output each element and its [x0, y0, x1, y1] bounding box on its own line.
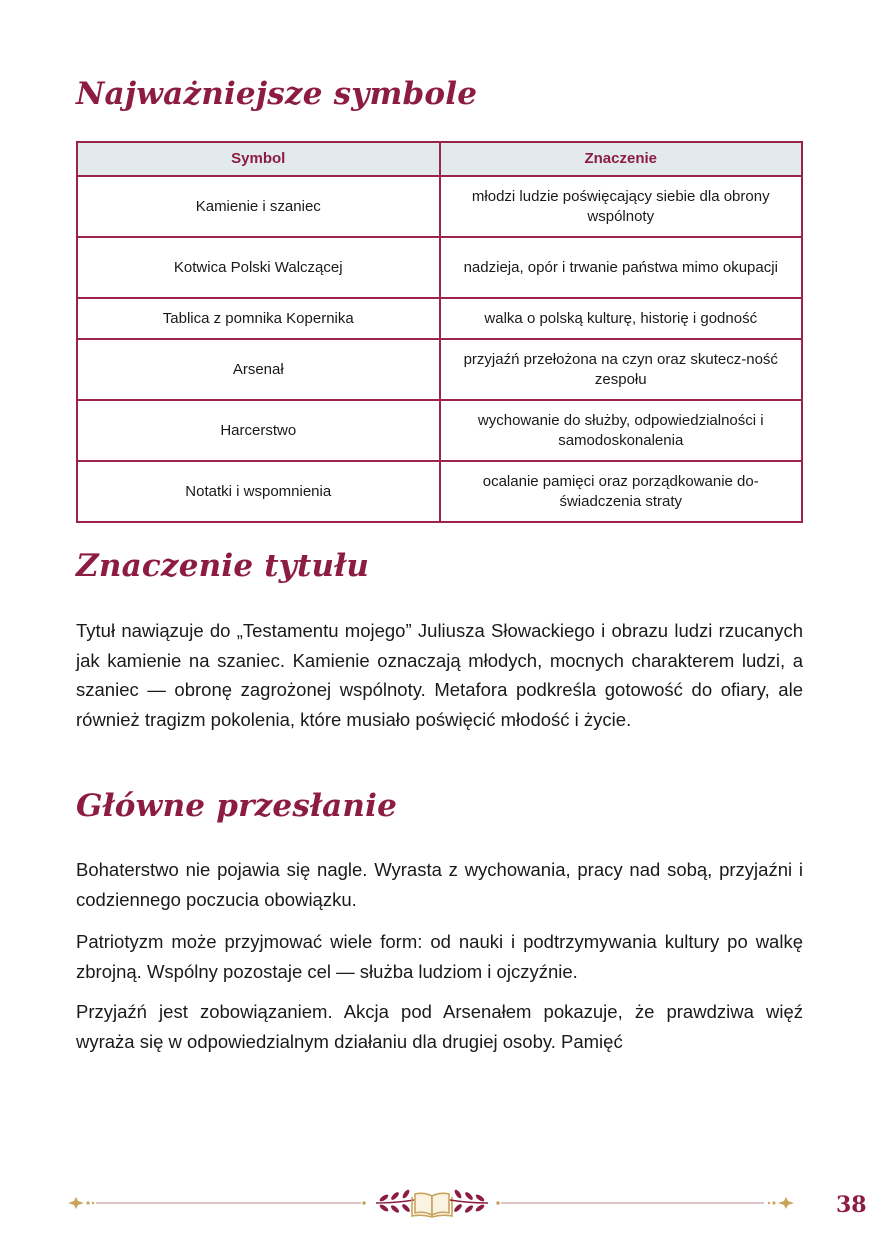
table-row — [77, 298, 802, 339]
meaning-cell: walka o polską kulturę, historię i godność — [440, 298, 803, 339]
paragraph-title-meaning: Tytuł nawiązuje do „Testamentu mojego” Juliusza Słowackiego i obrazu ludzi rzucanych jak kamienie na szaniec. Kamienie oznaczają młodych, mocnych charakterem ludzi, a szaniec — obronę zagrożonej wspólnoty. Metafora podkreśla gotowość do ofiary, ale również tragizm pokolenia, które musiało poświęcić młodość i życie. — [76, 620, 803, 730]
symbols-table — [76, 141, 803, 523]
table-row — [77, 339, 802, 400]
open-book-icon — [412, 1193, 452, 1217]
paragraph-friendship: Przyjaźń jest zobowiązaniem. Akcja pod Arsenałem pokazuje, że prawdziwa więź wyraża się w odpowiedzialnym działaniu dla drugiej osoby. Pamięć — [76, 1001, 803, 1052]
meaning-cell: młodzi ludzie poświęcający siebie dla obrony wspólnoty — [440, 176, 803, 237]
footer-ornament — [66, 1186, 796, 1222]
table-header-row — [77, 142, 802, 176]
symbol-cell: Tablica z pomnika Kopernika — [77, 298, 440, 339]
meaning-cell: przyjaźń przełożona na czyn oraz skutecz-ność zespołu — [440, 339, 803, 400]
meaning-cell: nadzieja, opór i trwanie państwa mimo okupacji — [440, 237, 803, 298]
symbol-cell: Harcerstwo — [77, 400, 440, 461]
page-number: 38 — [836, 1192, 867, 1218]
paragraph-heroism: Bohaterstwo nie pojawia się nagle. Wyrasta z wychowania, pracy nad sobą, przyjaźni i codziennego poczucia obowiązku. — [76, 859, 803, 910]
table-row — [77, 461, 802, 522]
section-title-title-meaning: Znaczenie tytułu — [76, 548, 370, 584]
section-title-main-message: Główne przesłanie — [76, 788, 398, 824]
left-fleuron-icon — [68, 1197, 94, 1209]
table-row — [77, 400, 802, 461]
left-laurel-icon — [376, 1189, 414, 1214]
right-fleuron-icon — [768, 1197, 794, 1209]
section-title-symbols: Najważniejsze symbole — [76, 76, 478, 112]
symbol-cell: Arsenał — [77, 339, 440, 400]
table-row — [77, 176, 802, 237]
paragraph-patriotism: Patriotyzm może przyjmować wiele form: od nauki i podtrzymywania kultury po walkę zbrojną. Wspólny pozostaje cel — służba ludziom i ojczyźnie. — [76, 931, 803, 982]
symbol-cell: Kotwica Polski Walczącej — [77, 237, 440, 298]
ornament-divider-icon — [66, 1186, 796, 1222]
symbol-cell: Notatki i wspomnienia — [77, 461, 440, 522]
meaning-cell: wychowanie do służby, odpowiedzialności i samodoskonalenia — [440, 400, 803, 461]
table-row — [77, 237, 802, 298]
right-laurel-icon — [450, 1189, 488, 1214]
column-header-meaning: Znaczenie — [440, 142, 803, 176]
meaning-cell: ocalanie pamięci oraz porządkowanie do-świadczenia straty — [440, 461, 803, 522]
column-header-symbol: Symbol — [77, 142, 440, 176]
symbol-cell: Kamienie i szaniec — [77, 176, 440, 237]
